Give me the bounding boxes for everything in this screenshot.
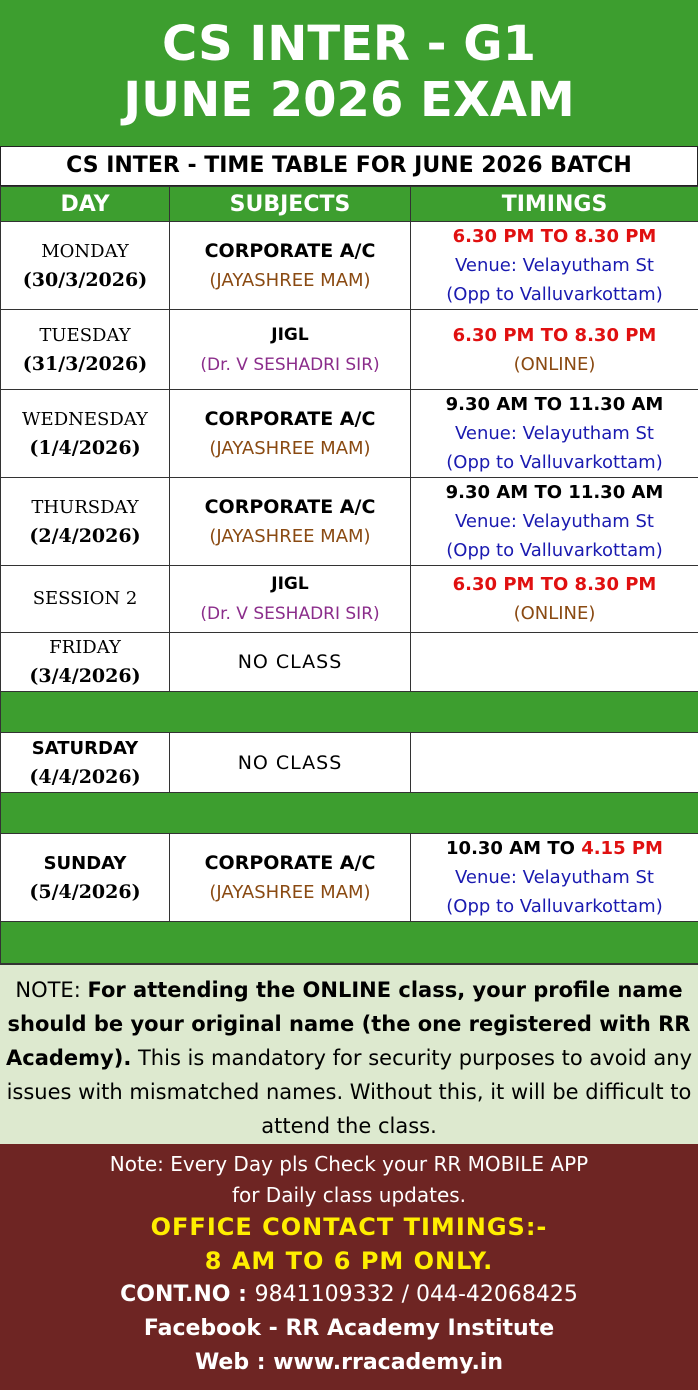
app-note-2: for Daily class updates. (0, 1180, 698, 1210)
green-divider (1, 793, 698, 834)
table-row (1, 478, 698, 566)
col-header-subjects: SUBJECTS (170, 187, 411, 222)
green-divider-row (1, 922, 698, 964)
day-cell (1, 390, 170, 478)
timetable (0, 186, 698, 964)
day-date: (5/4/2026) (1, 878, 169, 906)
office-timings-value: 8 AM TO 6 PM ONLY. (0, 1244, 698, 1278)
day-name: TUESDAY (1, 322, 169, 350)
subject-name: JIGL (170, 320, 410, 350)
class-time: 9.30 AM TO 11.30 AM (411, 390, 698, 419)
green-divider-row (1, 793, 698, 834)
col-header-day: DAY (1, 187, 170, 222)
contact-footer (0, 1144, 698, 1390)
day-name: SUNDAY (1, 850, 169, 878)
subject-cell (170, 310, 411, 390)
timetable-subtitle: CS INTER - TIME TABLE FOR JUNE 2026 BATCH (0, 146, 698, 186)
note-prefix: NOTE: (15, 978, 87, 1002)
class-time: 6.30 PM TO 8.30 PM (411, 321, 698, 350)
empty-timing-cell (411, 733, 698, 793)
day-name: MONDAY (1, 238, 169, 266)
contact-number (0, 1278, 698, 1312)
subject-cell (170, 834, 411, 922)
faculty-name: (JAYASHREE MAM) (170, 434, 410, 464)
facebook-link: Facebook - RR Academy Institute (0, 1312, 698, 1346)
venue-landmark: (Opp to Valluvarkottam) (411, 280, 698, 309)
no-class-cell: NO CLASS (170, 733, 411, 793)
app-note: Note: Every Day pls Check your RR MOBILE APP (0, 1148, 698, 1180)
day-cell (1, 834, 170, 922)
office-timings-title: OFFICE CONTACT TIMINGS:- (0, 1210, 698, 1244)
subject-name: CORPORATE A/C (170, 236, 410, 266)
venue-landmark: (Opp to Valluvarkottam) (411, 448, 698, 477)
class-mode: (ONLINE) (411, 350, 698, 379)
subject-cell (170, 478, 411, 566)
subject-name: CORPORATE A/C (170, 848, 410, 878)
day-name: SESSION 2 (1, 585, 169, 613)
subject-name: CORPORATE A/C (170, 404, 410, 434)
contact-label: CONT.NO : (120, 1282, 255, 1307)
day-cell (1, 222, 170, 310)
day-date: (31/3/2026) (1, 350, 169, 378)
website-link: Web : www.rracademy.in (0, 1346, 698, 1380)
day-date: (30/3/2026) (1, 266, 169, 294)
day-cell (1, 733, 170, 793)
no-class-cell: NO CLASS (170, 633, 411, 692)
faculty-name: (Dr. V SESHADRI SIR) (170, 599, 410, 629)
table-row (1, 390, 698, 478)
day-date: (2/4/2026) (1, 522, 169, 550)
green-divider (1, 692, 698, 733)
table-row (1, 733, 698, 793)
contact-value: 9841109332 / 044-42068425 (255, 1282, 578, 1307)
note-bold-text: For attending the ONLINE class, your profile name should be your original name (the one registered with RR Academy). (6, 978, 690, 1070)
col-header-timings: TIMINGS (411, 187, 698, 222)
day-date: (4/4/2026) (1, 763, 169, 791)
class-time-end: 4.15 PM (581, 838, 663, 859)
venue-text: Venue: Velayutham St (411, 419, 698, 448)
day-name: SATURDAY (1, 735, 169, 763)
venue-landmark: (Opp to Valluvarkottam) (411, 536, 698, 565)
header-exam: JUNE 2026 EXAM (0, 70, 698, 130)
poster-header (0, 0, 698, 146)
table-row (1, 566, 698, 633)
class-time-start: 10.30 AM TO (446, 838, 581, 859)
note-rest-text: This is mandatory for security purposes to avoid any issues with mismatched names. Without this, it will be difficult to attend the class. (7, 1046, 692, 1138)
green-divider-row (1, 692, 698, 733)
day-name: FRIDAY (1, 634, 169, 662)
timing-cell (411, 566, 698, 633)
subject-cell (170, 566, 411, 633)
timing-cell (411, 310, 698, 390)
venue-text: Venue: Velayutham St (411, 863, 698, 892)
faculty-name: (JAYASHREE MAM) (170, 522, 410, 552)
class-time: 6.30 PM TO 8.30 PM (411, 222, 698, 251)
table-header-row (1, 187, 698, 222)
table-row (1, 834, 698, 922)
faculty-name: (JAYASHREE MAM) (170, 878, 410, 908)
day-date: (1/4/2026) (1, 434, 169, 462)
timing-cell (411, 390, 698, 478)
day-cell (1, 633, 170, 692)
day-name: THURSDAY (1, 494, 169, 522)
empty-timing-cell (411, 633, 698, 692)
day-cell (1, 478, 170, 566)
class-time (411, 834, 698, 863)
timing-cell (411, 222, 698, 310)
day-cell (1, 310, 170, 390)
day-name: WEDNESDAY (1, 406, 169, 434)
subject-name: JIGL (170, 569, 410, 599)
class-time: 6.30 PM TO 8.30 PM (411, 570, 698, 599)
table-row (1, 310, 698, 390)
day-date: (3/4/2026) (1, 662, 169, 690)
table-row (1, 222, 698, 310)
subject-name: CORPORATE A/C (170, 492, 410, 522)
venue-text: Venue: Velayutham St (411, 251, 698, 280)
online-class-note (0, 964, 698, 1144)
faculty-name: (Dr. V SESHADRI SIR) (170, 350, 410, 380)
day-cell (1, 566, 170, 633)
timing-cell (411, 478, 698, 566)
timing-cell (411, 834, 698, 922)
venue-text: Venue: Velayutham St (411, 507, 698, 536)
green-divider (1, 922, 698, 964)
class-time: 9.30 AM TO 11.30 AM (411, 478, 698, 507)
class-mode: (ONLINE) (411, 599, 698, 628)
venue-landmark: (Opp to Valluvarkottam) (411, 892, 698, 921)
subject-cell (170, 222, 411, 310)
table-row (1, 633, 698, 692)
header-title: CS INTER - G1 (0, 0, 698, 70)
faculty-name: (JAYASHREE MAM) (170, 266, 410, 296)
subject-cell (170, 390, 411, 478)
